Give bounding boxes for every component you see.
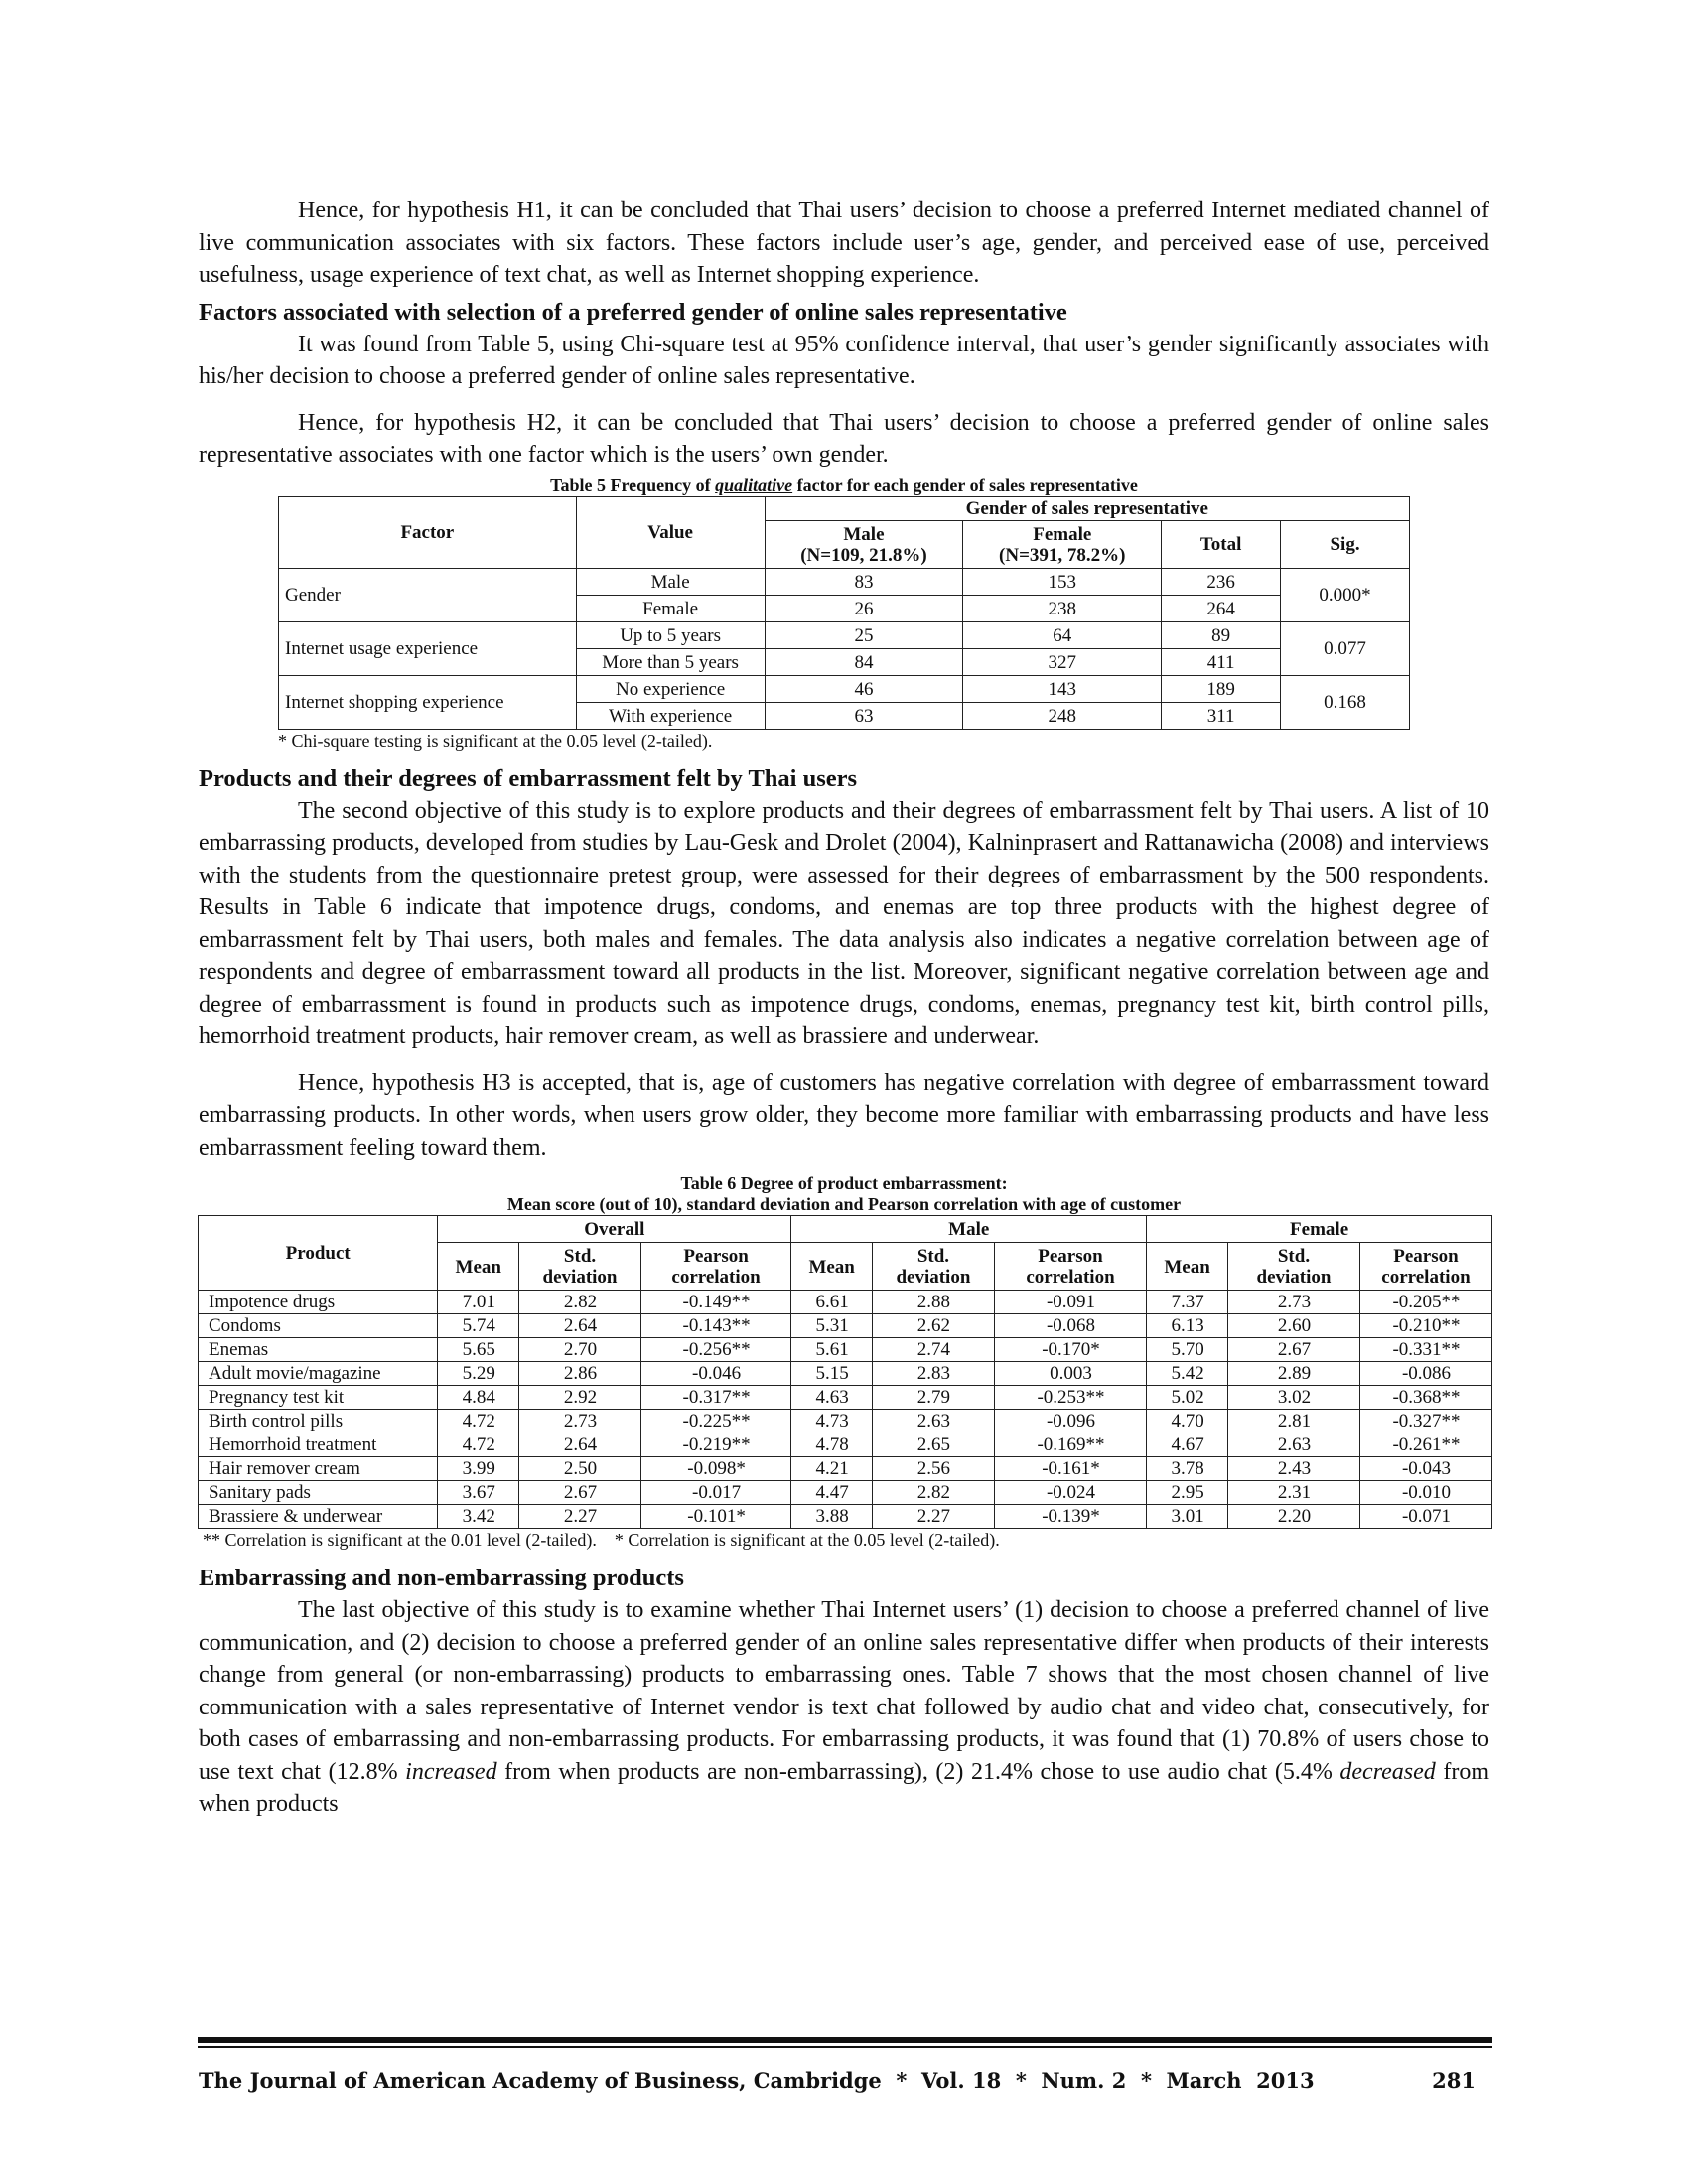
table-cell: 2.74 [873,1338,995,1362]
table-cell: 2.60 [1228,1314,1360,1338]
table6-header-female: Female [1147,1216,1492,1243]
table-cell: -0.261** [1359,1433,1491,1457]
product-name-cell: Impotence drugs [199,1291,438,1314]
table-cell: -0.219** [640,1433,790,1457]
table-cell: 4.63 [791,1386,873,1410]
product-name-cell: Enemas [199,1338,438,1362]
table-cell: -0.091 [994,1291,1146,1314]
table-cell: 4.78 [791,1433,873,1457]
table-cell: 2.82 [519,1291,641,1314]
table-cell: -0.043 [1359,1457,1491,1481]
table-row: Gender Male 83 153 236 0.000* [279,568,1410,595]
heading-embarrassing-products: Embarrassing and non-embarrassing products [199,1565,684,1591]
table-cell: 3.78 [1147,1457,1228,1481]
table6-header-pearson: Pearson correlation [994,1243,1146,1291]
table6 [198,1215,1492,1529]
table5-header-group: Gender of sales representative [765,496,1409,520]
table6-header-pearson: Pearson correlation [640,1243,790,1291]
table-cell: 7.01 [438,1291,519,1314]
table-cell: 2.63 [1228,1433,1360,1457]
table-cell: -0.024 [994,1481,1146,1505]
table-cell: 2.67 [519,1481,641,1505]
table-cell: -0.139* [994,1505,1146,1529]
table-cell: 0.003 [994,1362,1146,1386]
table-cell: 5.02 [1147,1386,1228,1410]
table-cell: -0.331** [1359,1338,1491,1362]
table6-header-pearson: Pearson correlation [1359,1243,1491,1291]
table-cell: 2.92 [519,1386,641,1410]
table6-header-male: Male [791,1216,1147,1243]
table-row: More than 5 years 84 327 411 [279,648,1410,675]
table-cell: -0.317** [640,1386,790,1410]
table-cell: -0.327** [1359,1410,1491,1433]
table-cell: 5.31 [791,1314,873,1338]
table-cell: -0.046 [640,1362,790,1386]
table5-header-female: Female (N=391, 78.2%) [963,520,1162,568]
table-cell: 2.62 [873,1314,995,1338]
table-row: Internet usage experience Up to 5 years 25 64 89 0.077 [279,621,1410,648]
table-cell: 2.43 [1228,1457,1360,1481]
table6-header-std: Std. deviation [873,1243,995,1291]
table-cell: 2.83 [873,1362,995,1386]
table-cell: -0.161* [994,1457,1146,1481]
table6-header-std: Std. deviation [519,1243,641,1291]
table-cell: 5.70 [1147,1338,1228,1362]
table-cell: -0.096 [994,1410,1146,1433]
product-name-cell: Adult movie/magazine [199,1362,438,1386]
table-cell: 2.89 [1228,1362,1360,1386]
table-cell: -0.256** [640,1338,790,1362]
table-cell: 2.65 [873,1433,995,1457]
table-cell: 4.73 [791,1410,873,1433]
table-cell: 2.79 [873,1386,995,1410]
table-row [199,1505,1492,1529]
table5-header-total: Total [1162,520,1281,568]
table-cell: 5.15 [791,1362,873,1386]
table-cell: 3.02 [1228,1386,1360,1410]
table-cell: 3.67 [438,1481,519,1505]
table6-header-mean: Mean [1147,1243,1228,1291]
table-cell: 2.95 [1147,1481,1228,1505]
table-cell: 2.64 [519,1433,641,1457]
table-cell: 7.37 [1147,1291,1228,1314]
paragraph-h2-conclusion: Hence, for hypothesis H2, it can be concluded that Thai users’ decision to choose a preferred gender of online sales representative associates with one factor which is the users’ own gender. [199,409,1489,468]
table6-header-std: Std. deviation [1228,1243,1360,1291]
page-footer [199,2068,1489,2093]
table-cell: -0.149** [640,1291,790,1314]
footer-rule-thin [198,2046,1492,2048]
table-cell: -0.086 [1359,1362,1491,1386]
table-cell: -0.101* [640,1505,790,1529]
table-cell: 2.81 [1228,1410,1360,1433]
table-row [199,1410,1492,1433]
table-cell: -0.169** [994,1433,1146,1457]
table-cell: 4.84 [438,1386,519,1410]
table-cell: 3.01 [1147,1505,1228,1529]
table-cell: -0.068 [994,1314,1146,1338]
product-name-cell: Hair remover cream [199,1457,438,1481]
table-cell: 2.82 [873,1481,995,1505]
table-cell: 5.74 [438,1314,519,1338]
product-name-cell: Pregnancy test kit [199,1386,438,1410]
table-cell: 5.65 [438,1338,519,1362]
page-number: 281 [1432,2068,1476,2093]
table-cell: 2.20 [1228,1505,1360,1529]
heading-factors-gender: Factors associated with selection of a preferred gender of online sales representative [199,298,1067,326]
table-cell: 4.47 [791,1481,873,1505]
table-cell: 2.73 [519,1410,641,1433]
table-cell: 2.67 [1228,1338,1360,1362]
table-cell: 2.70 [519,1338,641,1362]
table-cell: -0.210** [1359,1314,1491,1338]
table-cell: 3.99 [438,1457,519,1481]
table-cell: -0.071 [1359,1505,1491,1529]
table-cell: 5.29 [438,1362,519,1386]
table-cell: -0.368** [1359,1386,1491,1410]
product-name-cell: Condoms [199,1314,438,1338]
table-cell: -0.010 [1359,1481,1491,1505]
table5 [278,496,1410,730]
table-row [199,1338,1492,1362]
table-cell: 3.42 [438,1505,519,1529]
table-cell: 2.56 [873,1457,995,1481]
table-row [199,1386,1492,1410]
table6-footnote: ** Correlation is significant at the 0.01 level (2-tailed). * Correlation is significant at the 0.05 level (2-tailed). [203,1530,1000,1550]
table-cell: 5.42 [1147,1362,1228,1386]
table-cell: 2.50 [519,1457,641,1481]
table-cell: 2.64 [519,1314,641,1338]
product-name-cell: Birth control pills [199,1410,438,1433]
table-cell: -0.098* [640,1457,790,1481]
table-cell: 2.31 [1228,1481,1360,1505]
table-cell: -0.170* [994,1338,1146,1362]
table6-header-product: Product [199,1216,438,1291]
table-cell: 2.27 [519,1505,641,1529]
table5-header-value: Value [576,496,765,568]
table-row: Female 26 238 264 [279,595,1410,621]
journal-citation: The Journal of American Academy of Business, Cambridge * Vol. 18 * Num. 2 * March 2013 [199,2068,1315,2093]
paragraph-second-objective: The second objective of this study is to explore products and their degrees of embarrassment felt by Thai users. A list of 10 embarrassing products, developed from studies by Lau-Gesk and Drolet (2004), Kalninprasert and Rattanawicha (2008) and interviews with the students from the questionnaire pretest group, were assessed for their degrees of embarrassment by the 500 respondents. Results in Table 6 indicate that impotence drugs, condoms, and enemas are top three products with the highest degree of embarrassment felt by Thai users, both males and females. The data analysis also indicates a negative correlation between age of respondents and degree of embarrassment toward all products in the list. Moreover, significant negative correlation between age and degree of embarrassment is found in products such as impotence drugs, condoms, enemas, pregnancy test kit, birth control pills, hemorrhoid treatment products, hair remover cream, as well as brassiere and underwear. [199,797,1489,1049]
table-cell: 6.61 [791,1291,873,1314]
table-cell: 4.70 [1147,1410,1228,1433]
product-name-cell: Brassiere & underwear [199,1505,438,1529]
table-cell: -0.143** [640,1314,790,1338]
table-row: With experience 63 248 311 [279,702,1410,729]
table-cell: 3.88 [791,1505,873,1529]
table-cell: 4.67 [1147,1433,1228,1457]
table5-header-sig: Sig. [1281,520,1410,568]
table5-footnote: * Chi-square testing is significant at the 0.05 level (2-tailed). [278,730,713,751]
table6-header-mean: Mean [438,1243,519,1291]
table-cell: -0.225** [640,1410,790,1433]
page-body [199,195,1489,1821]
paragraph-h1-conclusion: Hence, for hypothesis H1, it can be concluded that Thai users’ decision to choose a preferred Internet mediated channel of live communication associates with six factors. These factors include user’s age, gender, and perceived ease of use, perceived usefulness, usage experience of text chat, as well as Internet shopping experience. [199,198,1489,288]
table6-header-overall: Overall [438,1216,791,1243]
table6-body [199,1291,1492,1529]
table-cell: -0.205** [1359,1291,1491,1314]
table-cell: 2.63 [873,1410,995,1433]
table-row [199,1291,1492,1314]
table-cell: 2.88 [873,1291,995,1314]
table-cell: 4.72 [438,1433,519,1457]
table5-caption: Table 5 Frequency of qualitative factor for each gender of sales representative [550,475,1138,495]
table-cell: 2.73 [1228,1291,1360,1314]
footer-rule-thick [198,2037,1492,2043]
paragraph-last-objective: The last objective of this study is to examine whether Thai Internet users’ (1) decision to choose a preferred channel of live communication, and (2) decision to choose a preferred gender of an online sales representative differ when products of their interests change from general (or non-embarrassing) products to embarrassing ones. Table 7 shows that the most chosen channel of live communication with a sales representative of Internet vendor is text chat followed by audio chat and video chat, consecutively, for both cases of embarrassing and non-embarrassing products. For embarrassing products, it was found that (1) 70.8% of users chose to use text chat (12.8% increased from when products are non-embarrassing), (2) 21.4% chose to use audio chat (5.4% decreased from when products [199,1597,1490,1817]
table-row [199,1433,1492,1457]
table-row: Internet shopping experience No experience 46 143 189 0.168 [279,675,1410,702]
table-cell: 5.61 [791,1338,873,1362]
table-cell: 2.86 [519,1362,641,1386]
table-cell: -0.017 [640,1481,790,1505]
table-cell: 4.72 [438,1410,519,1433]
table-row [199,1481,1492,1505]
product-name-cell: Hemorrhoid treatment [199,1433,438,1457]
table-row [199,1457,1492,1481]
table6-header-mean: Mean [791,1243,873,1291]
table-cell: 4.21 [791,1457,873,1481]
table-row [199,1362,1492,1386]
table-cell: -0.253** [994,1386,1146,1410]
heading-products-embarrassment: Products and their degrees of embarrassment felt by Thai users [199,764,858,792]
table5-header-male: Male (N=109, 21.8%) [765,520,963,568]
table-cell: 2.27 [873,1505,995,1529]
table-row [199,1314,1492,1338]
product-name-cell: Sanitary pads [199,1481,438,1505]
paragraph-h3-conclusion: Hence, hypothesis H3 is accepted, that is, age of customers has negative correlation with degree of embarrassment toward embarrassing products. In other words, when users grow older, they become more familiar with embarrassing products and have less embarrassment feeling toward them. [199,1069,1489,1160]
paragraph-table5-result: It was found from Table 5, using Chi-square test at 95% confidence interval, that user’s gender significantly associates with his/her decision to choose a preferred gender of online sales representative. [199,331,1489,389]
table6-caption: Table 6 Degree of product embarrassment: Mean score (out of 10), standard deviation and Pearson correlation with age of customer [506,1173,1182,1214]
table-cell: 6.13 [1147,1314,1228,1338]
table5-header-factor: Factor [279,496,577,568]
